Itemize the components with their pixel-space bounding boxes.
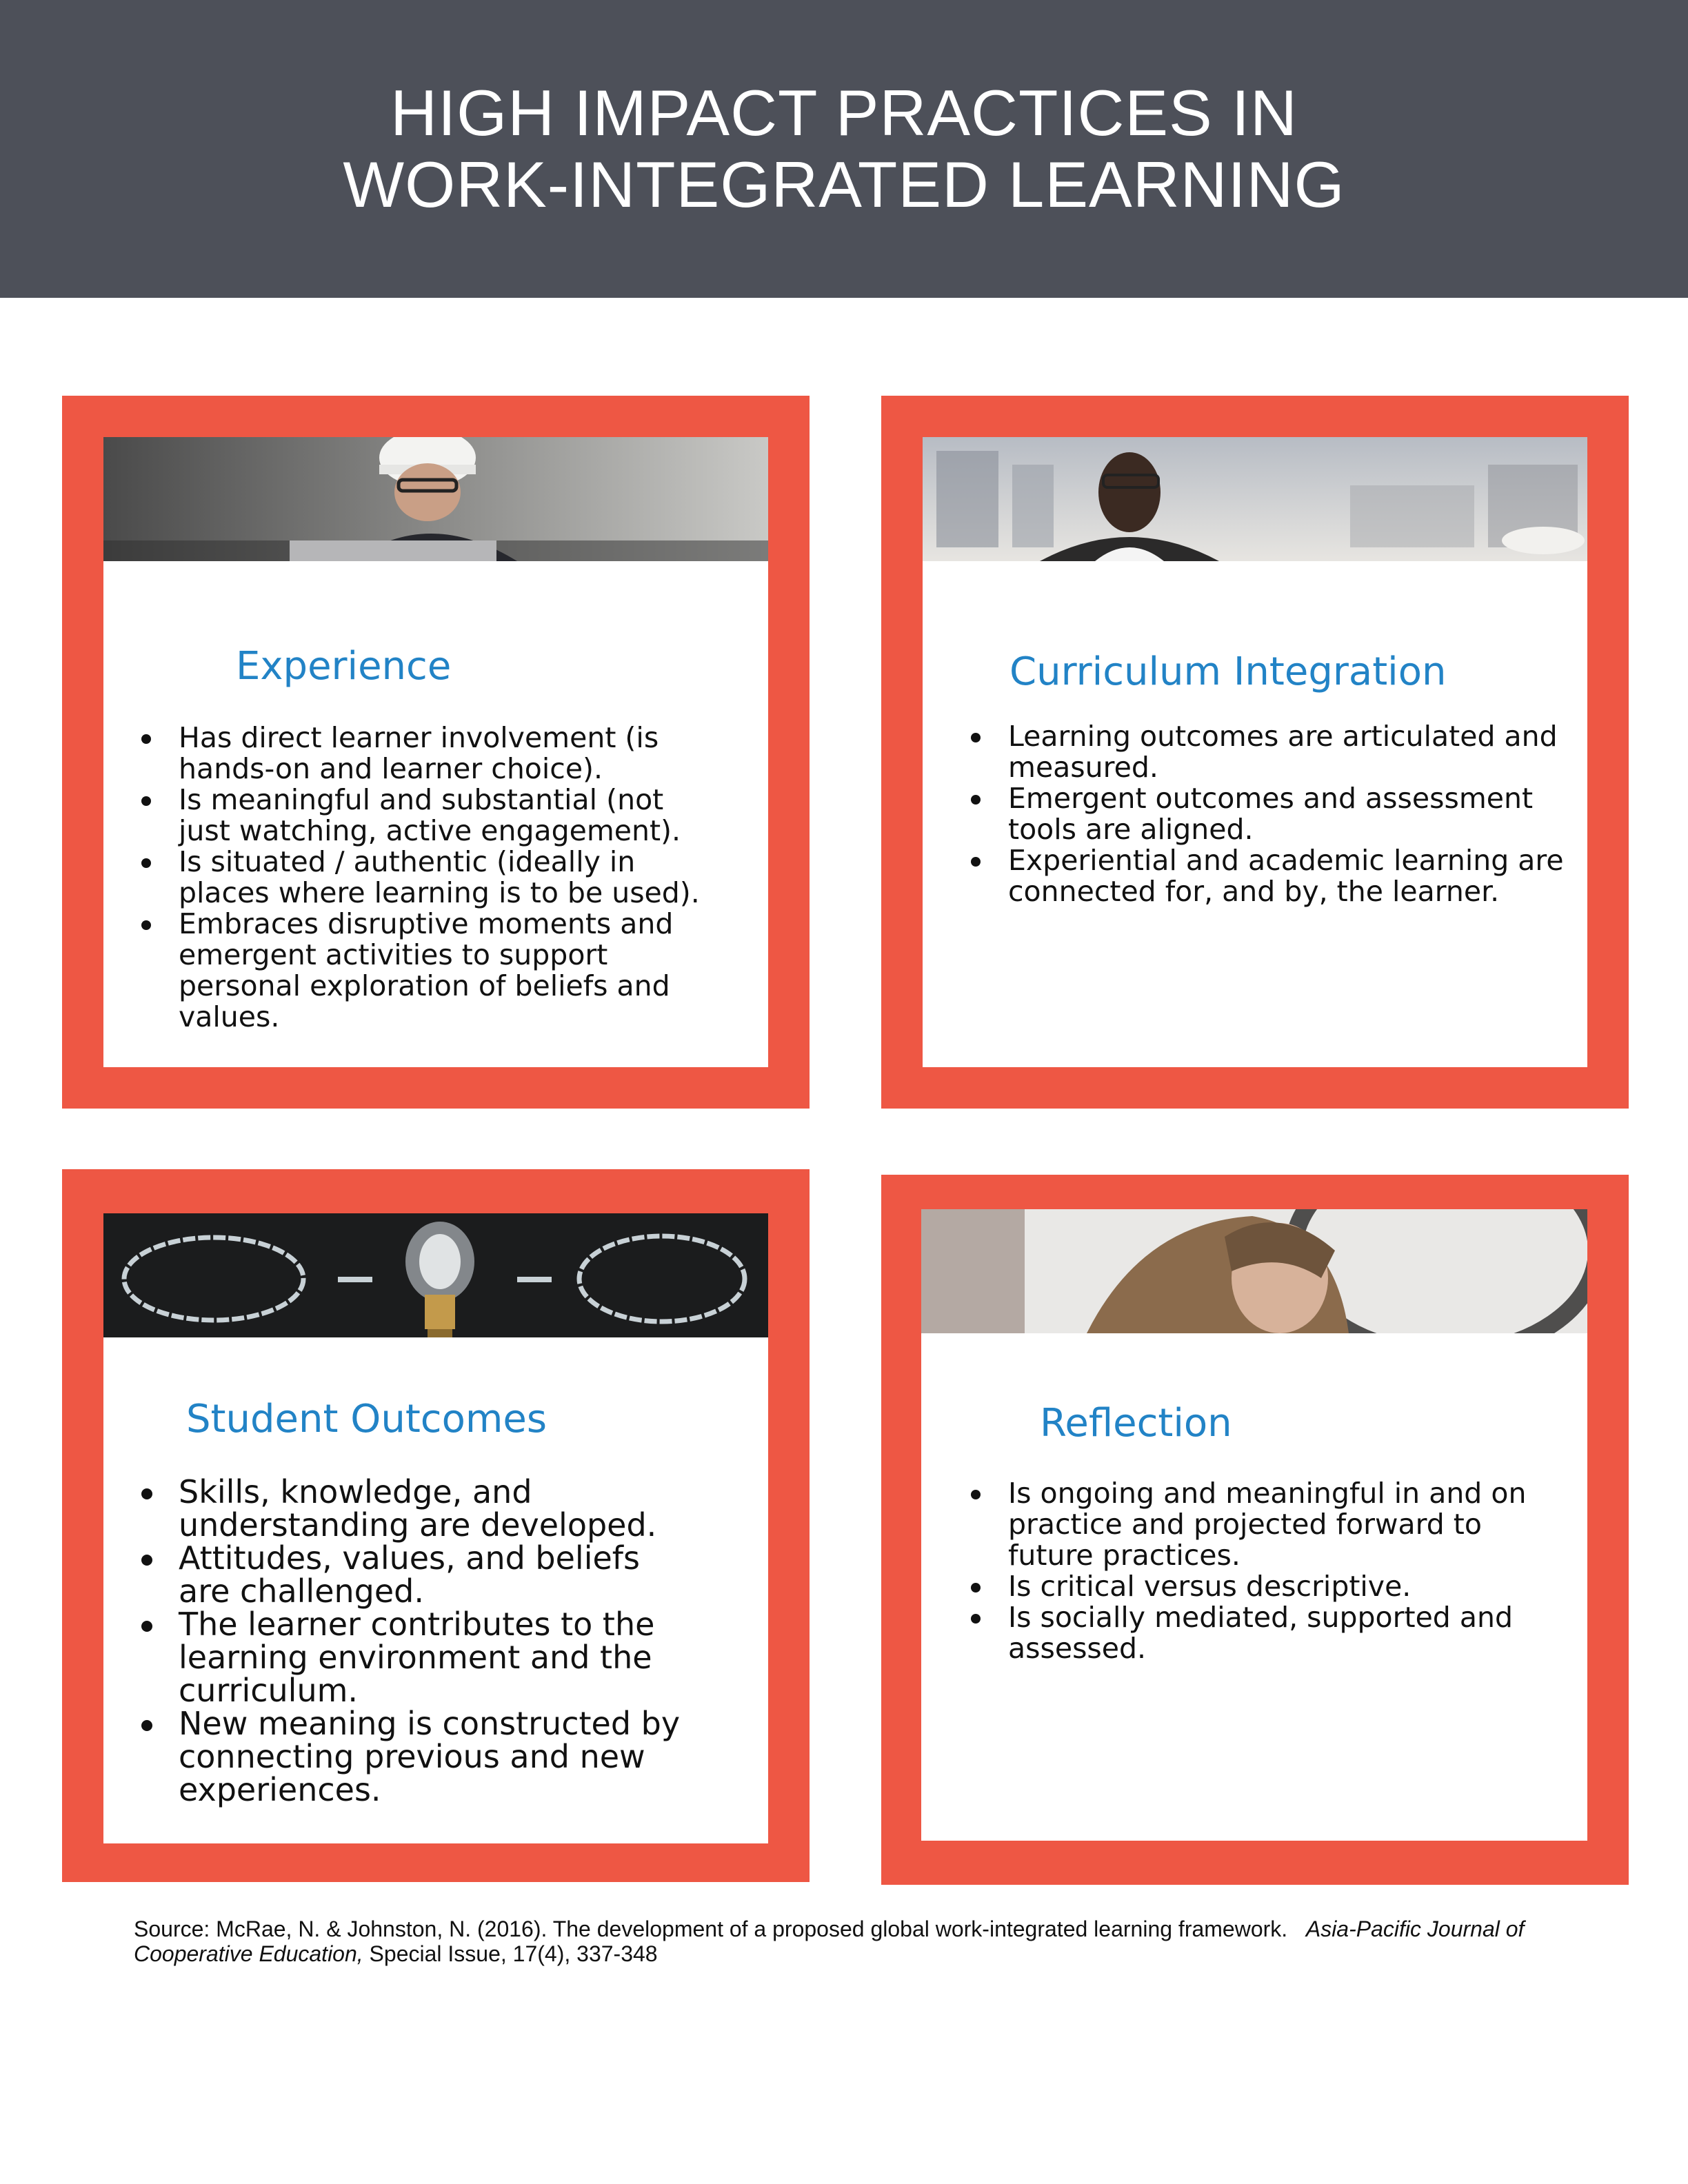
list-item: Has direct learner involvement (is hands-on and learner choice). [141, 722, 707, 785]
card-list [971, 721, 1564, 907]
title-line-1: HIGH IMPACT PRACTICES IN [390, 77, 1298, 149]
list-item: The learner contributes to the learning environment and the curriculum. [141, 1608, 686, 1707]
list-item: Is meaningful and substantial (not just watching, active engagement). [141, 785, 707, 847]
card-list [971, 1478, 1564, 1664]
list-item: Skills, knowledge, and understanding are developed. [141, 1475, 686, 1541]
list-item: Is socially mediated, supported and assessed. [971, 1602, 1564, 1664]
page-header [0, 0, 1688, 298]
citation-journal: Asia-Pacific Journal of Cooperative Education, [134, 1917, 1525, 1966]
list-item: Experiential and academic learning are connected for, and by, the learner. [971, 845, 1564, 907]
card-curriculum-integration [881, 396, 1629, 1109]
card-panel [923, 437, 1587, 1067]
list-item: Is situated / authentic (ideally in places where learning is to be used). [141, 847, 707, 909]
list-item: Embraces disruptive moments and emergent activities to support personal exploration of beliefs and values. [141, 909, 707, 1033]
list-item: Emergent outcomes and assessment tools are aligned. [971, 783, 1564, 845]
photo-lightbulb-chalkboard [103, 1213, 768, 1337]
photo-man-glasses-city [923, 437, 1587, 561]
card-title: Student Outcomes [186, 1397, 547, 1442]
card-panel [103, 1213, 768, 1843]
page-title [343, 77, 1345, 221]
list-item: New meaning is constructed by connecting previous and new experiences. [141, 1707, 686, 1806]
list-item: Learning outcomes are articulated and measured. [971, 721, 1564, 783]
card-title: Reflection [1040, 1401, 1232, 1446]
list-item: Is ongoing and meaningful in and on practice and projected forward to future practices. [971, 1478, 1564, 1571]
photo-worker-hardhat-laptop [103, 437, 768, 561]
list-item: Attitudes, values, and beliefs are challenged. [141, 1541, 686, 1608]
card-list [141, 722, 707, 1033]
card-experience [62, 396, 810, 1109]
source-citation [134, 1917, 1547, 1966]
card-title: Experience [236, 644, 452, 689]
card-student-outcomes [62, 1169, 810, 1882]
citation-text: Source: McRae, N. & Johnston, N. (2016). The development of a proposed global work-integrated learning framework. [134, 1917, 1288, 1941]
card-reflection [881, 1175, 1629, 1885]
card-panel [103, 437, 768, 1067]
card-panel [921, 1209, 1587, 1841]
card-title: Curriculum Integration [1009, 649, 1447, 694]
list-item: Is critical versus descriptive. [971, 1571, 1564, 1602]
photo-woman-mirror [921, 1209, 1587, 1333]
citation-details: Special Issue, 17(4), 337-348 [369, 1941, 658, 1966]
title-line-2: WORK-INTEGRATED LEARNING [343, 148, 1345, 221]
card-list [141, 1475, 686, 1806]
